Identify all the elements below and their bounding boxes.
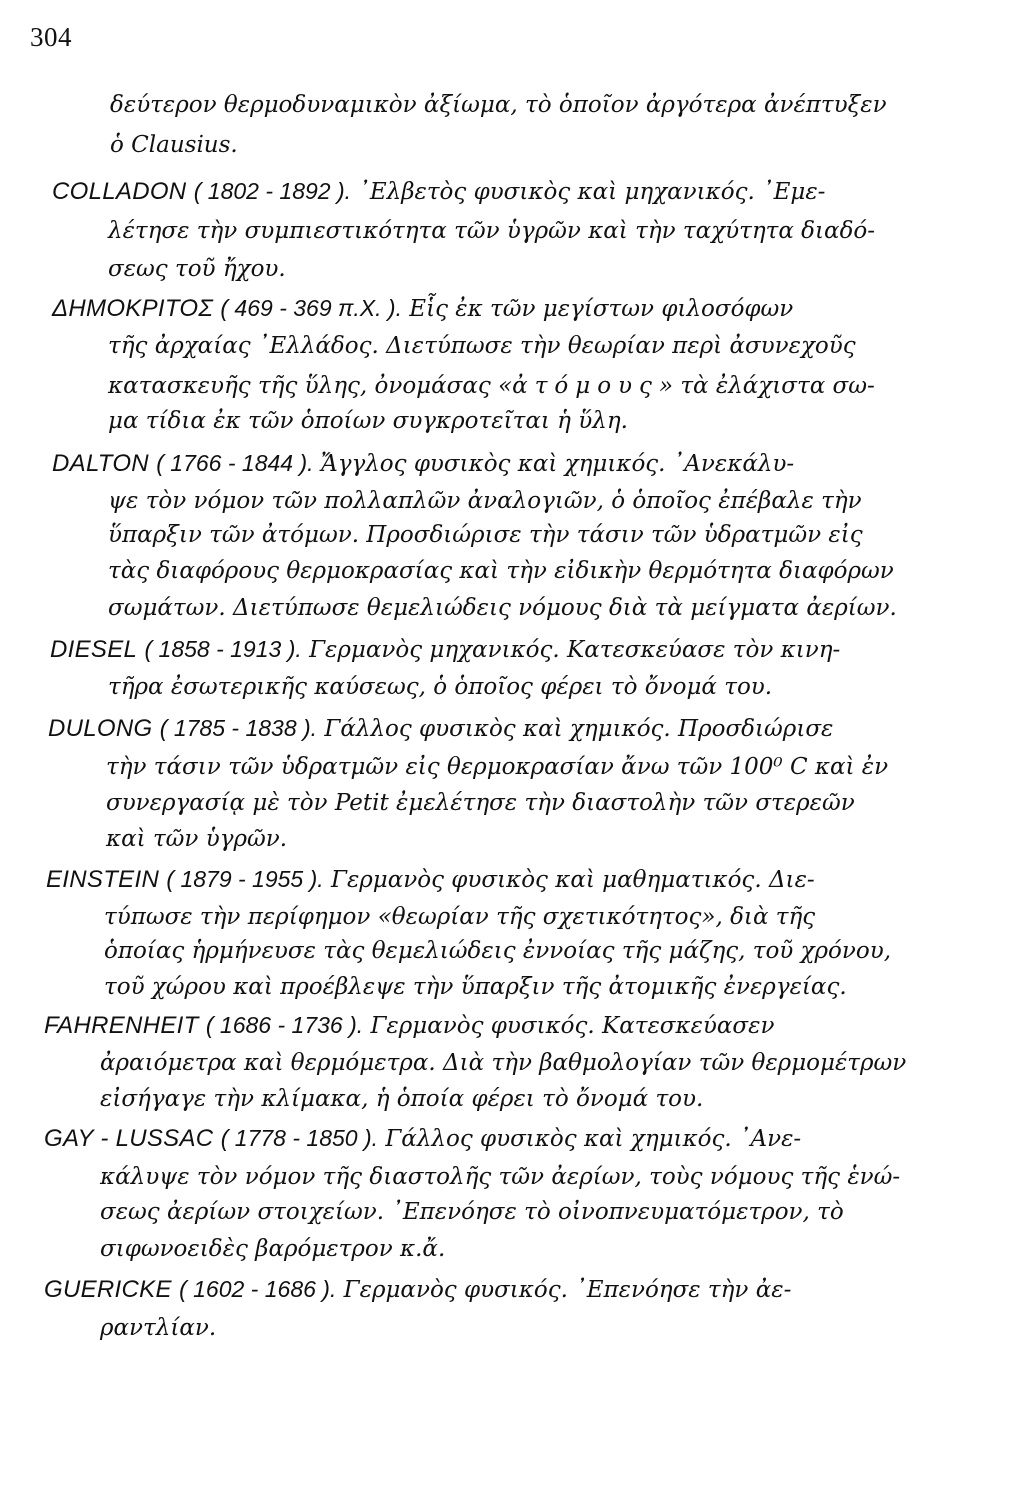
text-line: τὴν τάσιν τῶν ὑδρατμῶν εἰς θερμοκρασίαν ἄνω τῶν 100⁰ C καὶ ἐν — [106, 754, 889, 780]
entry-name: DIESEL — [50, 636, 138, 663]
entry-dates: ( 469 - 369 π.Χ. ). — [220, 295, 402, 321]
entry-fahrenheit — [44, 1012, 774, 1040]
entry-dates: ( 1686 - 1736 ). — [205, 1012, 364, 1038]
entry-einstein — [46, 866, 815, 894]
entry-dalton — [52, 450, 794, 478]
entry-dates: ( 1766 - 1844 ). — [156, 450, 314, 476]
entry-name: COLLADON — [52, 178, 187, 205]
text-line: τοῦ χώρου καὶ προέβλεψε τὴν ὕπαρξιν τῆς ἀτομικῆς ἐνεργείας. — [104, 974, 847, 1000]
page-number: 304 — [30, 22, 72, 52]
entry-colladon — [52, 178, 825, 206]
text-line: καὶ τῶν ὑγρῶν. — [106, 826, 288, 852]
text-line: λέτησε τὴν συμπιεστικότητα τῶν ὑγρῶν καὶ τὴν ταχύτητα διαδό- — [108, 218, 876, 244]
entry-text: Γερμανὸς φυσικὸς καὶ μαθηματικός. Διε- — [330, 867, 815, 893]
text-line: σεως τοῦ ἤχου. — [108, 256, 286, 282]
text-line — [108, 373, 875, 399]
text-line: ραντλίαν. — [100, 1315, 217, 1341]
entry-demokritos — [52, 295, 793, 323]
entry-dates: ( 1778 - 1850 ). — [220, 1125, 379, 1151]
text-line: σιφωνοειδὲς βαρόμετρον κ.ἄ. — [100, 1236, 446, 1262]
entry-text: Γάλλος φυσικὸς καὶ χημικός. ᾿Ανε- — [385, 1126, 802, 1152]
text-line: ψε τὸν νόμον τῶν πολλαπλῶν ἀναλογιῶν, ὁ ὁποῖος ἐπέβαλε τὴν — [108, 488, 862, 514]
text-line: συνεργασίᾳ μὲ τὸν Petit ἐμελέτησε τὴν διαστολὴν τῶν στερεῶν — [106, 790, 855, 816]
spaced-word: ἀτόμους — [512, 373, 659, 399]
text-line: δεύτερον θερμοδυναμικὸν ἀξίωμα, τὸ ὁποῖον ἀργότερα ἀνέπτυξεν — [110, 92, 887, 118]
text-line: ὕπαρξιν τῶν ἀτόμων. Προσδιώρισε τὴν τάσιν τῶν ὑδρατμῶν εἰς — [108, 522, 863, 548]
entry-gay-lussac — [44, 1125, 801, 1153]
text-line: κάλυψε τὸν νόμον τῆς διαστολῆς τῶν ἀερίων, τοὺς νόμους τῆς ἑνώ- — [100, 1164, 901, 1190]
entry-text: Εἷς ἐκ τῶν μεγίστων φιλοσόφων — [409, 296, 794, 322]
entry-name: DULONG — [48, 715, 153, 742]
entry-dates: ( 1785 - 1838 ). — [159, 715, 318, 741]
quote-mark: » — [658, 373, 673, 399]
text-line: σεως ἀερίων στοιχείων. ᾿Επενόησε τὸ οἰνοπνευματόμετρον, τὸ — [100, 1199, 844, 1225]
text-line: ὁποίας ἡρμήνευσε τὰς θεμελιώδεις ἐννοίας τῆς μάζης, τοῦ χρόνου, — [104, 938, 892, 964]
text-line: τῆς ἀρχαίας ᾿Ελλάδος. Διετύπωσε τὴν θεωρίαν περὶ ἀσυνεχοῦς — [108, 333, 856, 359]
quote-mark: « — [498, 373, 513, 399]
entry-dulong — [48, 715, 833, 743]
entry-text: Γάλλος φυσικὸς καὶ χημικός. Προσδιώρισε — [324, 716, 834, 742]
entry-guericke — [44, 1276, 791, 1304]
entry-name: DALTON — [52, 450, 149, 477]
entry-name: GUERICKE — [44, 1276, 172, 1303]
entry-text: Γερμανὸς φυσικός. ᾿Επενόησε τὴν ἀε- — [343, 1277, 792, 1303]
entry-diesel — [50, 636, 840, 664]
text-line: εἰσήγαγε τὴν κλίμακα, ἡ ὁποία φέρει τὸ ὄνομά του. — [100, 1086, 704, 1112]
entry-dates: ( 1879 - 1955 ). — [166, 866, 324, 892]
entry-text: Ἄγγλος φυσικὸς καὶ χημικός. ᾿Ανεκάλυ- — [320, 451, 795, 477]
entry-dates: ( 1802 - 1892 ). — [193, 178, 352, 204]
entry-name: FAHRENHEIT — [44, 1012, 199, 1039]
entry-name: ΔΗΜΟΚΡΙΤΟΣ — [52, 295, 214, 322]
text-fragment: κατασκευῆς τῆς ὕλης, ὀνομάσας — [108, 373, 491, 399]
text-fragment: τὰ ἐλάχιστα σω- — [680, 373, 875, 399]
entry-text: Γερμανὸς φυσικός. Κατεσκεύασεν — [370, 1013, 775, 1039]
entry-dates: ( 1858 - 1913 ). — [144, 636, 302, 662]
text-line: ὁ Clausius. — [110, 132, 238, 158]
text-line: ἀραιόμετρα καὶ θερμόμετρα. Διὰ τὴν βαθμολογίαν τῶν θερμομέτρων — [100, 1050, 907, 1076]
entry-text: Γερμανὸς μηχανικός. Κατεσκεύασε τὸν κινη- — [309, 637, 841, 663]
text-line: τύπωσε τὴν περίφημον «θεωρίαν τῆς σχετικότητος», διὰ τῆς — [104, 904, 816, 930]
entry-name: EINSTEIN — [46, 866, 160, 893]
text-line: τῆρα ἐσωτερικῆς καύσεως, ὁ ὁποῖος φέρει τὸ ὄνομά του. — [108, 674, 773, 700]
entry-text: ᾿Ελβετὸς φυσικὸς καὶ μηχανικός. ᾿Εμε- — [358, 179, 826, 205]
entry-dates: ( 1602 - 1686 ). — [179, 1276, 337, 1302]
entry-name: GAY - LUSSAC — [44, 1125, 214, 1152]
text-line: τὰς διαφόρους θερμοκρασίας καὶ τὴν εἰδικὴν θερμότητα διαφόρων — [108, 558, 894, 584]
text-line: μα τίδια ἐκ τῶν ὁποίων συγκροτεῖται ἡ ὕλη. — [108, 408, 628, 434]
text-line: σωμάτων. Διετύπωσε θεμελιώδεις νόμους διὰ τὰ μείγματα ἀερίων. — [108, 595, 897, 621]
